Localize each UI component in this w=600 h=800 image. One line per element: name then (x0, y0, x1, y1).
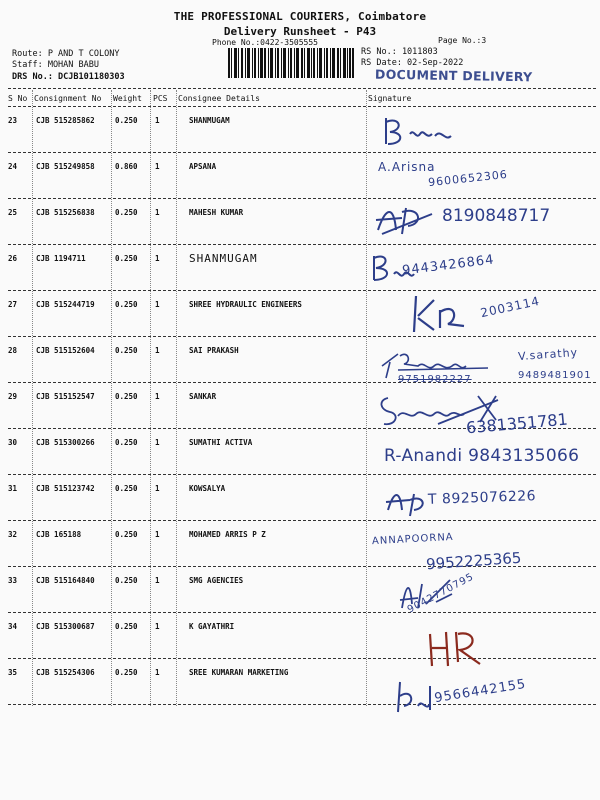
row-consignee: SUMATHI ACTIVA (189, 438, 253, 447)
handwritten-name-24: A.Arisna (378, 160, 436, 174)
row-consignment: CJB 165188 (36, 530, 82, 539)
col-weight: Weight (113, 94, 142, 103)
handwritten-name-28: V.sarathy (517, 345, 579, 364)
row-sno: 31 (8, 484, 18, 493)
row-pcs: 1 (155, 576, 160, 585)
col-consignee: Consignee Details (178, 94, 260, 103)
row-divider (8, 704, 596, 705)
row-pcs: 1 (155, 116, 160, 125)
rs-number: RS No.: 1011803 (361, 47, 438, 57)
runsheet-subtitle: Delivery Runsheet - P43 (223, 25, 377, 38)
row-weight: 0.250 (115, 438, 138, 447)
row-weight: 0.250 (115, 254, 138, 263)
row-consignment: CJB 515300687 (36, 622, 95, 631)
handwritten-phone-24: 9600652306 (427, 167, 509, 190)
row-sno: 26 (8, 254, 18, 263)
handwritten-phone-35: 9566442155 (433, 676, 528, 707)
signature-31 (384, 486, 434, 520)
handwritten-phone-28b: 9489481901 (518, 370, 592, 381)
row-weight: 0.250 (115, 116, 138, 125)
signature-25 (372, 200, 442, 240)
row-weight: 0.860 (115, 162, 138, 171)
row-sno: 23 (8, 116, 18, 125)
row-consignment: CJB 515164840 (36, 576, 95, 585)
row-consignee: SANKAR (189, 392, 217, 401)
row-pcs: 1 (155, 438, 160, 447)
col-pcs: PCS (153, 94, 168, 103)
row-consignment: CJB 515152604 (36, 346, 95, 355)
row-weight: 0.250 (115, 530, 138, 539)
row-weight: 0.250 (115, 576, 138, 585)
row-sno: 29 (8, 392, 18, 401)
row-consignee: APSANA (189, 162, 217, 171)
row-consignee: SHANMUGAM (189, 116, 230, 125)
rs-date: RS Date: 02-Sep-2022 (361, 58, 464, 68)
page-number: Page No.:3 (438, 36, 487, 45)
row-divider (8, 474, 596, 475)
row-divider (8, 290, 596, 291)
row-consignment: CJB 515244719 (36, 300, 95, 309)
row-sno: 30 (8, 438, 18, 447)
drs-number: DRS No.: DCJB101180303 (12, 72, 125, 82)
row-pcs: 1 (155, 484, 160, 493)
row-consignee: KOWSALYA (189, 484, 226, 493)
row-pcs: 1 (155, 300, 160, 309)
barcode-icon (228, 48, 354, 78)
row-pcs: 1 (155, 622, 160, 631)
row-sno: 34 (8, 622, 18, 631)
row-consignment: CJB 1194711 (36, 254, 86, 263)
row-consignee: K GAYATHRI (189, 622, 235, 631)
row-weight: 0.250 (115, 208, 138, 217)
row-consignee: SHREE HYDRAULIC ENGINEERS (189, 300, 302, 309)
row-consignment: CJB 515123742 (36, 484, 95, 493)
handwritten-phone-28a: 9751982227 (398, 374, 472, 385)
handwritten-phone-26: 9443426864 (401, 252, 496, 279)
handwritten-text-31: T 8925076226 (427, 488, 537, 508)
row-consignment: CJB 515256838 (36, 208, 95, 217)
handwritten-phone-33: 9042770795 (405, 571, 476, 616)
row-weight: 0.250 (115, 346, 138, 355)
row-consignee: MOHAMED ARRIS P Z (189, 530, 266, 539)
row-weight: 0.250 (115, 300, 138, 309)
col-signature: Signature (368, 94, 412, 103)
row-pcs: 1 (155, 668, 160, 677)
row-weight: 0.250 (115, 668, 138, 677)
column-divider (150, 90, 151, 706)
signature-35 (392, 676, 438, 716)
row-pcs: 1 (155, 162, 160, 171)
col-consignment: Consignment No (34, 94, 102, 103)
row-consignee: SAI PRAKASH (189, 346, 239, 355)
row-consignee: SMG AGENCIES (189, 576, 244, 585)
row-pcs: 1 (155, 530, 160, 539)
row-divider (8, 612, 596, 613)
header-bottom-rule (8, 106, 596, 107)
column-divider (366, 90, 367, 706)
row-consignment: CJB 515249858 (36, 162, 95, 171)
row-consignee: SHANMUGAM (189, 252, 258, 265)
row-sno: 32 (8, 530, 18, 539)
header-top-rule (8, 88, 596, 89)
row-sno: 33 (8, 576, 18, 585)
row-consignment: CJB 515300266 (36, 438, 95, 447)
row-sno: 25 (8, 208, 18, 217)
row-sno: 28 (8, 346, 18, 355)
row-divider (8, 658, 596, 659)
column-divider (32, 90, 33, 706)
document-delivery-stamp: DOCUMENT DELIVERY (374, 66, 533, 85)
row-divider (8, 198, 596, 199)
signature-23 (380, 112, 470, 152)
row-consignment: CJB 515152547 (36, 392, 95, 401)
row-consignment: CJB 515254306 (36, 668, 95, 677)
row-sno: 27 (8, 300, 18, 309)
phone-number: Phone No.:0422-3505555 (212, 38, 318, 47)
row-pcs: 1 (155, 392, 160, 401)
handwritten-phone-29: 6381351781 (465, 409, 569, 438)
handwritten-phone-25: 8190848717 (442, 206, 551, 226)
row-divider (8, 336, 596, 337)
company-title: THE PROFESSIONAL COURIERS, Coimbatore (173, 10, 427, 23)
row-pcs: 1 (155, 254, 160, 263)
column-divider (176, 90, 177, 706)
row-pcs: 1 (155, 208, 160, 217)
handwritten-phone-27: 2003114 (479, 293, 542, 321)
row-consignee: SREE KUMARAN MARKETING (189, 668, 289, 677)
column-divider (111, 90, 112, 706)
row-weight: 0.250 (115, 484, 138, 493)
handwritten-name-32: ANNAPOORNA (371, 531, 454, 548)
route-label: Route: P AND T COLONY (12, 49, 120, 59)
signature-34 (424, 626, 494, 670)
row-weight: 0.250 (115, 392, 138, 401)
row-consignee: MAHESH KUMAR (189, 208, 244, 217)
staff-label: Staff: MOHAN BABU (12, 60, 99, 70)
row-divider (8, 520, 596, 521)
handwritten-phone-32: 9952225365 (425, 548, 522, 574)
row-weight: 0.250 (115, 622, 138, 631)
row-sno: 24 (8, 162, 18, 171)
handwritten-text-30: R-Anandi 9843135066 (384, 446, 580, 466)
row-pcs: 1 (155, 346, 160, 355)
row-consignment: CJB 515285862 (36, 116, 95, 125)
row-divider (8, 152, 596, 153)
row-divider (8, 244, 596, 245)
col-sno: S No (8, 94, 28, 103)
row-sno: 35 (8, 668, 18, 677)
